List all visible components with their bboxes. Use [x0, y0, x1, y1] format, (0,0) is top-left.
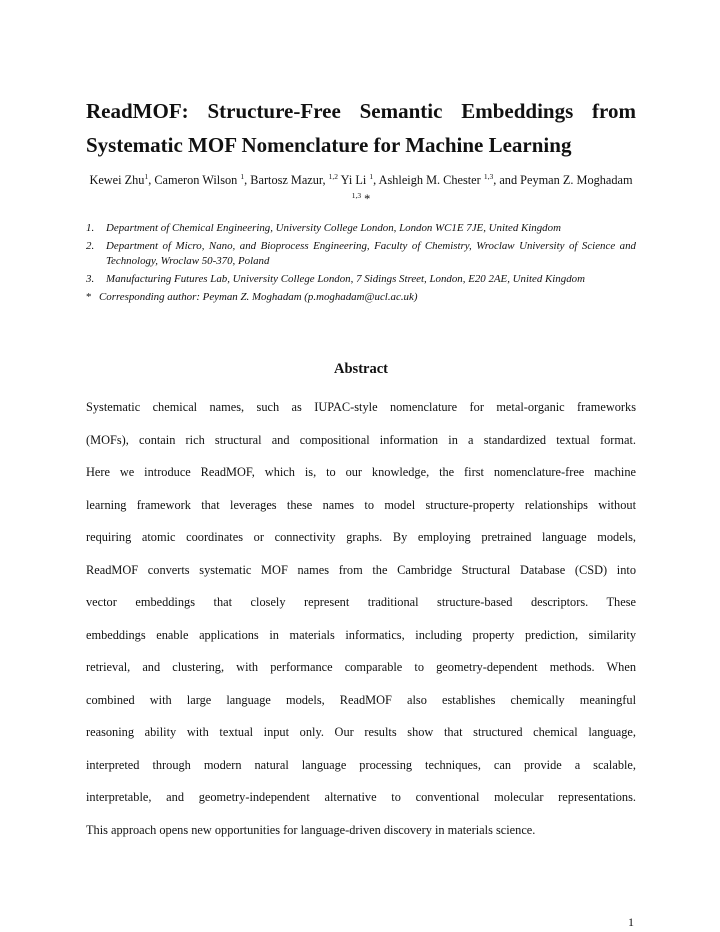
author-separator: ,: [244, 173, 251, 187]
author-name: Kewei Zhu: [89, 173, 145, 187]
abstract-line: learning framework that leverages these names to model structure-property relationships without: [86, 497, 636, 512]
affiliation-item: [86, 239, 636, 269]
author-affiliation-mark: 1,3: [351, 191, 362, 200]
author-affiliation-mark: 1,3: [483, 172, 494, 181]
abstract-line: ReadMOF converts systematic MOF names from the Cambridge Structural Database (CSD) into: [86, 562, 636, 577]
abstract-line: combined with large language models, ReadMOF also establishes chemically meaningful: [86, 692, 636, 707]
abstract-heading: Abstract: [334, 361, 388, 377]
author-name: Cameron Wilson: [154, 173, 241, 187]
author-list: [86, 171, 636, 209]
abstract-line: This approach opens new opportunities for language-driven discovery in materials science.: [86, 822, 536, 837]
author-affiliation-mark: 1: [144, 172, 149, 181]
author-name: Bartosz Mazur,: [250, 173, 329, 187]
corresponding-author-text: Corresponding author: Peyman Z. Moghadam (p.moghadam@ucl.ac.uk): [99, 291, 418, 303]
affiliation-text: Department of Micro, Nano, and Bioprocess Engineering, Faculty of Chemistry, Wroclaw University of Science and Technology, Wroclaw 50-370, Poland: [106, 240, 636, 267]
corresponding-star: *: [86, 291, 92, 303]
abstract-line: vector embeddings that closely represent traditional structure-based descriptors. These: [86, 595, 636, 609]
affiliation-item: [86, 272, 636, 287]
abstract-line: embeddings enable applications in materials informatics, including property prediction, similarity: [86, 627, 636, 642]
corresponding-author: [86, 290, 636, 305]
author-separator: ,: [373, 173, 379, 187]
author-affiliation-mark: 1: [369, 172, 374, 181]
author-name: Ashleigh M. Chester: [378, 173, 484, 187]
abstract-line: interpreted through modern natural language processing techniques, can provide a scalable,: [86, 757, 636, 772]
author-name: Yi Li: [340, 173, 370, 187]
corresponding-mark: *: [361, 192, 371, 206]
title-line-1: ReadMOF: Structure-Free Semantic Embeddings from: [86, 99, 636, 123]
paper-title: [86, 94, 636, 162]
abstract-line: (MOFs), contain rich structural and compositional information in a standardized textual format.: [86, 432, 636, 447]
affiliation-list: [86, 221, 636, 305]
abstract-line: Systematic chemical names, such as IUPAC-style nomenclature for metal-organic frameworks: [86, 400, 636, 414]
page-number: 1: [628, 915, 634, 929]
affiliation-text: Manufacturing Futures Lab, University College London, 7 Sidings Street, London, E20 2AE, United Kingdom: [106, 273, 585, 285]
affiliation-number: 1.: [86, 222, 95, 234]
abstract-body: [86, 397, 636, 852]
affiliation-number: 2.: [86, 240, 95, 252]
author-name: Peyman Z. Moghadam: [520, 173, 633, 187]
title-line-2: Systematic MOF Nomenclature for Machine Learning: [86, 133, 572, 157]
abstract-line: interpretable, and geometry-independent alternative to conventional molecular representations.: [86, 790, 636, 804]
abstract-line: retrieval, and clustering, with performance comparable to geometry-dependent methods. When: [86, 660, 636, 674]
author-affiliation-mark: 1: [240, 172, 245, 181]
affiliation-item: [86, 221, 636, 236]
author-affiliation-mark: 1,2: [328, 172, 339, 181]
affiliation-text: Department of Chemical Engineering, University College London, London WC1E 7JE, United Kingdom: [106, 222, 561, 234]
abstract-line: requiring atomic coordinates or connectivity graphs. By employing pretrained language models,: [86, 530, 636, 544]
abstract-line: reasoning ability with textual input only. Our results show that structured chemical language,: [86, 725, 636, 739]
affiliation-number: 3.: [86, 273, 95, 285]
author-separator: ,: [148, 173, 155, 187]
author-separator: , and: [493, 173, 521, 187]
abstract-line: Here we introduce ReadMOF, which is, to our knowledge, the first nomenclature-free machine: [86, 465, 636, 479]
